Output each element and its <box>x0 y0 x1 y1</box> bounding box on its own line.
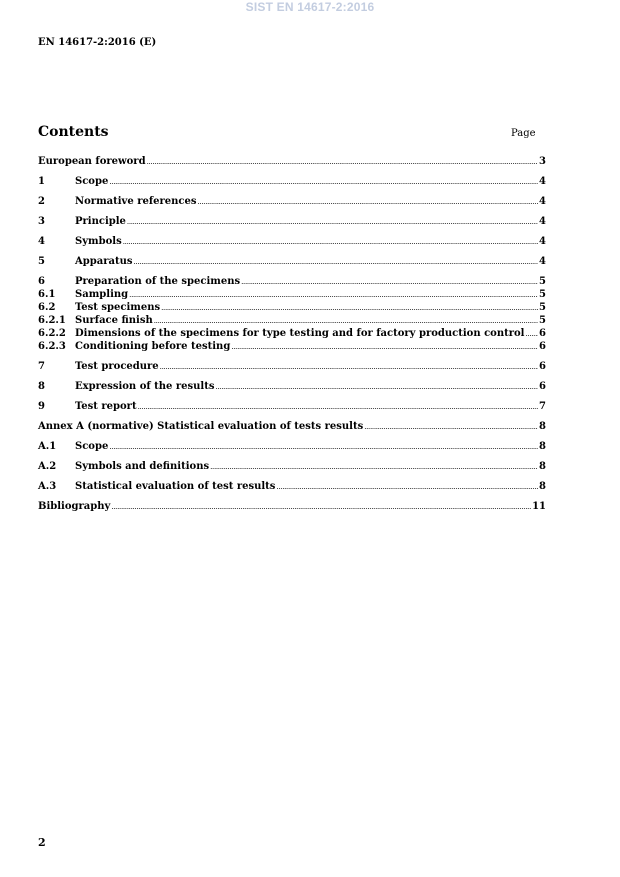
toc-entry[interactable] <box>38 314 546 327</box>
toc-entry-title: Preparation of the specimens <box>75 276 241 287</box>
toc-entry-number: 1 <box>38 176 45 187</box>
toc-entry-page: 11 <box>532 501 546 512</box>
toc-leader-dots <box>215 381 538 394</box>
toc-leader-dots <box>147 156 538 169</box>
toc-entry-page: 6 <box>539 381 546 392</box>
toc-entry[interactable] <box>38 340 546 353</box>
toc-entry-title: Test report <box>75 401 137 412</box>
toc-entry-number: 2 <box>38 196 45 207</box>
watermark: SIST EN 14617-2:2016 <box>245 0 375 14</box>
toc-entry-page: 8 <box>539 461 546 472</box>
toc-leader-dots <box>111 501 531 514</box>
toc-entry-page: 6 <box>539 328 546 339</box>
toc-entry-title: Bibliography <box>38 501 111 512</box>
toc-entry[interactable] <box>38 500 546 513</box>
toc-entry-number: 3 <box>38 216 45 227</box>
toc-entry-number: 6.2.3 <box>38 341 66 352</box>
toc-entry-title: Annex A (normative) Statistical evaluation of tests results <box>38 421 364 432</box>
toc-entry-number: 6.2.1 <box>38 315 66 326</box>
toc-leader-dots <box>364 421 538 434</box>
toc-entry[interactable] <box>38 255 546 268</box>
toc-entry[interactable] <box>38 195 546 208</box>
toc-entry-title: Conditioning before testing <box>75 341 231 352</box>
toc-leader-dots <box>127 216 538 229</box>
toc-entry-title: Sampling <box>75 289 129 300</box>
toc-leader-dots <box>525 328 538 341</box>
toc-leader-dots <box>276 481 538 494</box>
page-column-label: Page <box>511 128 536 139</box>
toc-entry-page: 5 <box>539 315 546 326</box>
toc-entry-page: 8 <box>539 421 546 432</box>
toc-leader-dots <box>160 361 538 374</box>
toc-entry-page: 6 <box>539 361 546 372</box>
toc-entry-page: 8 <box>539 481 546 492</box>
toc-entry[interactable] <box>38 215 546 228</box>
toc-entry-title: Symbols <box>75 236 122 247</box>
toc-entry-page: 5 <box>539 302 546 313</box>
toc-entry[interactable] <box>38 327 546 340</box>
toc-entry[interactable] <box>38 301 546 314</box>
toc-entry-number: A.2 <box>38 461 57 472</box>
toc-entry-number: A.1 <box>38 441 57 452</box>
toc-entry-page: 7 <box>539 401 546 412</box>
toc-entry[interactable] <box>38 175 546 188</box>
toc-entry-title: Surface finish <box>75 315 153 326</box>
toc-entry[interactable] <box>38 460 546 473</box>
toc-entry-title: Principle <box>75 216 126 227</box>
contents-heading: Contents <box>38 124 109 140</box>
toc-entry[interactable] <box>38 380 546 393</box>
toc-entry-title: Symbols and definitions <box>75 461 210 472</box>
toc-entry-number: A.3 <box>38 481 57 492</box>
toc-entry-number: 5 <box>38 256 45 267</box>
toc-entry-page: 8 <box>539 441 546 452</box>
toc-leader-dots <box>134 256 539 269</box>
toc-entry-page: 5 <box>539 276 546 287</box>
toc-leader-dots <box>198 196 539 209</box>
toc-entry-page: 4 <box>539 256 546 267</box>
toc-entry[interactable] <box>38 155 546 168</box>
toc-entry-title: Test specimens <box>75 302 161 313</box>
toc-entry-title: Normative references <box>75 196 197 207</box>
toc-entry[interactable] <box>38 440 546 453</box>
toc-leader-dots <box>210 461 538 474</box>
toc-entry[interactable] <box>38 288 546 301</box>
toc-entry-page: 4 <box>539 196 546 207</box>
page-number: 2 <box>38 836 46 849</box>
toc-entry-page: 4 <box>539 236 546 247</box>
toc-entry-number: 6.1 <box>38 289 56 300</box>
toc-leader-dots <box>231 341 538 354</box>
toc-entry-title: Scope <box>75 441 109 452</box>
toc-entry-number: 7 <box>38 361 45 372</box>
toc-entry[interactable] <box>38 400 546 413</box>
toc-leader-dots <box>129 289 538 302</box>
toc-entry-title: European foreword <box>38 156 146 167</box>
toc-entry-number: 6.2 <box>38 302 56 313</box>
toc-entry-title: Scope <box>75 176 109 187</box>
toc-leader-dots <box>161 302 538 315</box>
toc-entry-title: Apparatus <box>75 256 133 267</box>
toc-entry-number: 9 <box>38 401 45 412</box>
toc-leader-dots <box>138 401 538 414</box>
toc-entry-number: 6.2.2 <box>38 328 66 339</box>
toc-entry[interactable] <box>38 275 546 288</box>
toc-entry-number: 4 <box>38 236 45 247</box>
toc-entry-number: 8 <box>38 381 45 392</box>
toc-entry-page: 4 <box>539 176 546 187</box>
toc-entry-page: 6 <box>539 341 546 352</box>
toc-entry-title: Expression of the results <box>75 381 215 392</box>
toc-entry[interactable] <box>38 235 546 248</box>
toc-entry[interactable] <box>38 420 546 433</box>
toc-entry-title: Statistical evaluation of test results <box>75 481 276 492</box>
toc-entry-page: 5 <box>539 289 546 300</box>
toc-leader-dots <box>109 441 538 454</box>
toc-leader-dots <box>109 176 538 189</box>
toc-entry-number: 6 <box>38 276 45 287</box>
toc-entry-title: Test procedure <box>75 361 159 372</box>
toc-entry[interactable] <box>38 480 546 493</box>
toc-entry-page: 3 <box>539 156 546 167</box>
table-of-contents <box>38 155 546 513</box>
toc-leader-dots <box>241 276 538 289</box>
document-id: EN 14617-2:2016 (E) <box>38 37 157 48</box>
toc-entry-page: 4 <box>539 216 546 227</box>
toc-entry[interactable] <box>38 360 546 373</box>
toc-entry-title: Dimensions of the specimens for type testing and for factory production control <box>75 328 525 339</box>
toc-leader-dots <box>123 236 538 249</box>
